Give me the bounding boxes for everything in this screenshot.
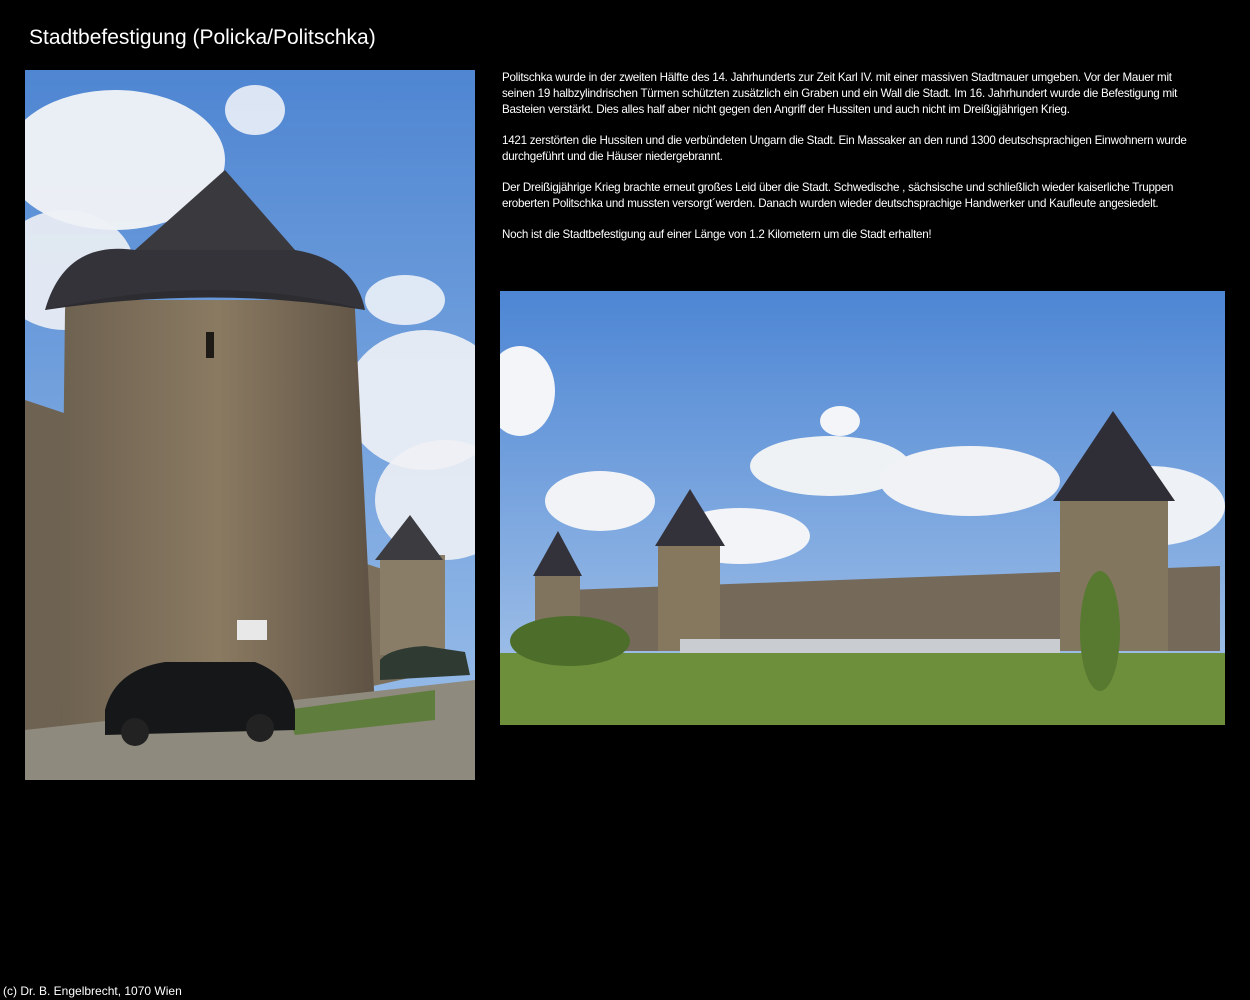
description-text [502,70,1202,258]
paragraph-history: Politschka wurde in der zweiten Hälfte des 14. Jahrhunderts zur Zeit Karl IV. mit einer massiven Stadtmauer umgeben. Vor der Mauer mit seinen 19 halbzylindrischen Türmen schützten zusätzlich ein Graben und ein Wall die Stadt. Im 16. Jahrhundert wurde die Befestigung mit Basteien verstärkt. Dies alles half aber nicht gegen den Angriff der Hussiten und auch nicht im Dreißigjährigen Krieg. [502,71,1178,116]
tower-photo-illustration [25,70,475,780]
wall-panorama-illustration [500,291,1225,725]
paragraph-thirty-years-war: Der Dreißigjährige Krieg brachte erneut großes Leid über die Stadt. Schwedische , sächsische und schließlich wieder kaiserliche Truppen eroberten Politschka und mussten versorgt´werden. Danach wurden wieder deutschsprachige Handwerker und Kaufleute angesiedelt. [502,181,1174,210]
copyright-footer: (c) Dr. B. Engelbrecht, 1070 Wien [3,984,182,998]
paragraph-today: Noch ist die Stadtbefestigung auf einer Länge von 1.2 Kilometern um die Stadt erhalten! [502,228,932,241]
tower-photo [25,70,475,780]
page-title: Stadtbefestigung (Policka/Politschka) [29,26,376,49]
wall-panorama-photo [500,291,1225,725]
paragraph-hussites: 1421 zerstörten die Hussiten und die verbündeten Ungarn die Stadt. Ein Massaker an den rund 1300 deutschsprachigen Einwohnern wurde durchgeführt und die Häuser niedergebrannt. [502,134,1187,163]
